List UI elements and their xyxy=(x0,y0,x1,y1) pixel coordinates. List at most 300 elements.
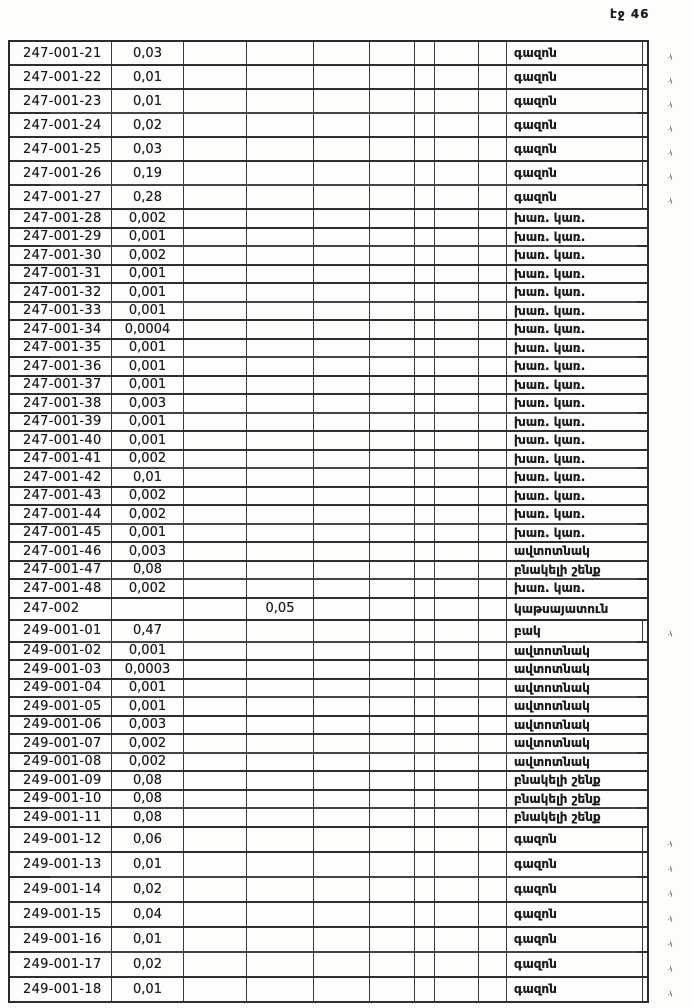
empty-cell xyxy=(370,451,415,468)
empty-cell xyxy=(415,828,435,851)
table-row xyxy=(10,66,673,90)
empty-cell xyxy=(415,580,435,597)
empty-cell xyxy=(435,266,479,283)
empty-cell xyxy=(435,878,479,901)
parcel-id-cell: 247-001-39 xyxy=(10,414,112,431)
empty-cell xyxy=(435,506,479,523)
empty-cell xyxy=(184,661,247,678)
area-value-cell: 0,003 xyxy=(112,543,184,560)
empty-cell xyxy=(370,978,415,1001)
empty-cell xyxy=(479,735,507,752)
area-value-cell: 0,001 xyxy=(112,358,184,375)
area-value-cell: 0,04 xyxy=(112,903,184,926)
table-row xyxy=(10,469,647,488)
empty-cell xyxy=(435,432,479,449)
area2-value-cell xyxy=(247,828,314,851)
area2-value-cell xyxy=(247,717,314,734)
empty-cell xyxy=(415,414,435,431)
empty-cell xyxy=(435,488,479,505)
empty-cell xyxy=(184,414,247,431)
empty-cell xyxy=(435,247,479,264)
area-value-cell: 0,0004 xyxy=(112,321,184,338)
empty-cell xyxy=(184,247,247,264)
empty-cell xyxy=(415,978,435,1001)
area2-value-cell xyxy=(247,928,314,951)
table-row xyxy=(10,229,647,248)
table-row xyxy=(10,643,647,662)
empty-cell xyxy=(435,90,479,112)
empty-cell xyxy=(415,42,435,64)
parcel-id-cell: 249-001-03 xyxy=(10,661,112,678)
empty-cell xyxy=(184,506,247,523)
margin-mark: .ֈ xyxy=(666,50,673,61)
empty-cell xyxy=(479,395,507,412)
margin-mark: .ֈ xyxy=(666,862,673,872)
empty-cell xyxy=(184,621,247,641)
table-row xyxy=(10,717,647,736)
parcel-id-cell: 247-001-28 xyxy=(10,210,112,227)
land-type-cell: խառ. կառ. xyxy=(514,211,586,226)
empty-cell xyxy=(479,247,507,264)
empty-cell xyxy=(479,488,507,505)
table-row xyxy=(10,772,647,791)
land-type-cell: ավտոտնակ xyxy=(514,736,590,751)
table-row xyxy=(10,414,647,433)
area-value-cell: 0,001 xyxy=(112,340,184,357)
empty-cell xyxy=(184,210,247,227)
empty-cell xyxy=(370,680,415,697)
land-type-cell: խառ. կառ. xyxy=(514,507,586,522)
area2-value-cell xyxy=(247,414,314,431)
empty-cell xyxy=(370,953,415,976)
area2-value-cell xyxy=(247,953,314,976)
table-row xyxy=(10,114,673,138)
empty-cell xyxy=(314,828,370,851)
empty-cell xyxy=(314,395,370,412)
table-row xyxy=(10,791,647,810)
empty-cell xyxy=(435,791,479,808)
parcel-id-cell: 247-001-37 xyxy=(10,377,112,394)
empty-cell xyxy=(435,599,479,619)
table-row xyxy=(10,321,647,340)
empty-cell xyxy=(435,698,479,715)
empty-cell xyxy=(370,754,415,771)
empty-cell xyxy=(314,643,370,660)
empty-cell xyxy=(314,114,370,136)
parcel-id-cell: 249-001-16 xyxy=(10,928,112,951)
empty-cell xyxy=(479,340,507,357)
area-value-cell: 0,001 xyxy=(112,525,184,542)
table-row xyxy=(10,266,647,285)
empty-cell xyxy=(314,266,370,283)
empty-cell xyxy=(415,321,435,338)
land-type-cell: բնակելի շենք xyxy=(514,791,601,806)
area2-value-cell xyxy=(247,377,314,394)
area2-value-cell xyxy=(247,247,314,264)
empty-cell xyxy=(479,414,507,431)
empty-cell xyxy=(415,661,435,678)
area-value-cell: 0,003 xyxy=(112,395,184,412)
land-type-cell: ավտոտնակ xyxy=(514,754,590,769)
table-row xyxy=(10,488,647,507)
empty-cell xyxy=(370,791,415,808)
empty-cell xyxy=(435,853,479,876)
empty-cell xyxy=(184,162,247,184)
parcel-id-cell: 247-001-40 xyxy=(10,432,112,449)
parcel-id-cell: 247-001-34 xyxy=(10,321,112,338)
parcel-id-cell: 247-001-38 xyxy=(10,395,112,412)
empty-cell xyxy=(314,543,370,560)
table-row xyxy=(10,162,673,186)
empty-cell xyxy=(314,717,370,734)
parcel-id-cell: 249-001-17 xyxy=(10,953,112,976)
empty-cell xyxy=(314,162,370,184)
empty-cell xyxy=(370,303,415,320)
empty-cell xyxy=(314,340,370,357)
land-type-cell: խառ. կառ. xyxy=(514,414,586,429)
area-value-cell: 0,001 xyxy=(112,284,184,301)
empty-cell xyxy=(415,432,435,449)
parcel-id-cell: 249-001-06 xyxy=(10,717,112,734)
empty-cell xyxy=(370,340,415,357)
land-type-cell: բակ xyxy=(507,621,643,641)
empty-cell xyxy=(479,114,507,136)
empty-cell xyxy=(479,621,507,641)
empty-cell xyxy=(184,853,247,876)
table-row xyxy=(10,698,647,717)
area-value-cell: 0,19 xyxy=(112,162,184,184)
empty-cell xyxy=(370,247,415,264)
land-type-cell: խառ. կառ. xyxy=(514,377,586,392)
empty-cell xyxy=(435,978,479,1001)
empty-cell xyxy=(184,138,247,160)
area-value-cell: 0,01 xyxy=(112,66,184,88)
land-type-cell: խառ. կառ. xyxy=(514,359,586,374)
empty-cell xyxy=(370,138,415,160)
empty-cell xyxy=(435,414,479,431)
margin-mark: .ֈ xyxy=(666,146,673,157)
area2-value-cell xyxy=(247,303,314,320)
empty-cell xyxy=(370,643,415,660)
empty-cell xyxy=(370,717,415,734)
land-type-cell: գազոն xyxy=(507,186,643,208)
empty-cell xyxy=(184,928,247,951)
empty-cell xyxy=(184,266,247,283)
empty-cell xyxy=(314,661,370,678)
empty-cell xyxy=(415,90,435,112)
land-type-cell: գազոն xyxy=(507,878,643,901)
table-row xyxy=(10,754,647,773)
empty-cell xyxy=(314,210,370,227)
parcel-id-cell: 247-001-45 xyxy=(10,525,112,542)
empty-cell xyxy=(415,698,435,715)
land-type-cell: գազոն xyxy=(507,42,643,64)
land-type-cell: գազոն xyxy=(507,114,643,136)
empty-cell xyxy=(479,698,507,715)
area2-value-cell xyxy=(247,506,314,523)
land-type-cell: կաթսայատուն xyxy=(514,601,609,616)
area2-value-cell xyxy=(247,772,314,789)
empty-cell xyxy=(479,377,507,394)
empty-cell xyxy=(370,525,415,542)
empty-cell xyxy=(435,735,479,752)
land-type-cell: ավտոտնակ xyxy=(514,662,590,677)
parcel-id-cell: 247-001-41 xyxy=(10,451,112,468)
empty-cell xyxy=(435,525,479,542)
empty-cell xyxy=(435,643,479,660)
land-type-cell: խառ. կառ. xyxy=(514,433,586,448)
empty-cell xyxy=(314,754,370,771)
empty-cell xyxy=(435,66,479,88)
empty-cell xyxy=(415,358,435,375)
area2-value-cell xyxy=(247,114,314,136)
margin-mark: .ֈ xyxy=(666,98,673,109)
area-value-cell: 0,001 xyxy=(112,266,184,283)
empty-cell xyxy=(479,717,507,734)
area-value-cell: 0,001 xyxy=(112,229,184,246)
area-value-cell: 0,08 xyxy=(112,562,184,579)
empty-cell xyxy=(370,735,415,752)
empty-cell xyxy=(415,340,435,357)
parcel-id-cell: 247-001-23 xyxy=(10,90,112,112)
empty-cell xyxy=(479,903,507,926)
empty-cell xyxy=(415,543,435,560)
parcel-id-cell: 249-001-08 xyxy=(10,754,112,771)
table-row xyxy=(10,828,673,853)
empty-cell xyxy=(184,469,247,486)
area2-value-cell xyxy=(247,266,314,283)
area-value-cell: 0,001 xyxy=(112,377,184,394)
empty-cell xyxy=(435,809,479,826)
land-type-cell: խառ. կառ. xyxy=(514,451,586,466)
empty-cell xyxy=(479,643,507,660)
empty-cell xyxy=(435,162,479,184)
empty-cell xyxy=(370,928,415,951)
empty-cell xyxy=(314,377,370,394)
land-type-cell: գազոն xyxy=(507,928,643,951)
empty-cell xyxy=(415,266,435,283)
empty-cell xyxy=(314,772,370,789)
empty-cell xyxy=(435,621,479,641)
empty-cell xyxy=(435,395,479,412)
area-value-cell: 0,001 xyxy=(112,680,184,697)
parcel-id-cell: 249-001-18 xyxy=(10,978,112,1001)
area-value-cell: 0,002 xyxy=(112,488,184,505)
land-type-cell: խառ. կառ. xyxy=(514,488,586,503)
empty-cell xyxy=(415,754,435,771)
table-row xyxy=(10,186,673,210)
area2-value-cell xyxy=(247,229,314,246)
empty-cell xyxy=(370,828,415,851)
parcel-id-cell: 247-001-26 xyxy=(10,162,112,184)
empty-cell xyxy=(370,506,415,523)
land-type-cell: ավտոտնակ xyxy=(514,544,590,559)
empty-cell xyxy=(370,66,415,88)
empty-cell xyxy=(370,599,415,619)
empty-cell xyxy=(314,698,370,715)
area-value-cell: 0,002 xyxy=(112,247,184,264)
empty-cell xyxy=(415,114,435,136)
area2-value-cell xyxy=(247,162,314,184)
empty-cell xyxy=(479,543,507,560)
empty-cell xyxy=(184,978,247,1001)
empty-cell xyxy=(435,377,479,394)
empty-cell xyxy=(370,580,415,597)
area2-value-cell xyxy=(247,284,314,301)
empty-cell xyxy=(415,809,435,826)
parcel-id-cell: 247-001-27 xyxy=(10,186,112,208)
empty-cell xyxy=(479,853,507,876)
area2-value-cell xyxy=(247,978,314,1001)
table-row xyxy=(10,809,647,828)
table-row xyxy=(10,735,647,754)
empty-cell xyxy=(415,506,435,523)
empty-cell xyxy=(479,791,507,808)
table-row xyxy=(10,377,647,396)
empty-cell xyxy=(479,66,507,88)
empty-cell xyxy=(314,506,370,523)
empty-cell xyxy=(314,284,370,301)
parcel-id-cell: 249-001-13 xyxy=(10,853,112,876)
table-row xyxy=(10,358,647,377)
empty-cell xyxy=(184,303,247,320)
empty-cell xyxy=(184,525,247,542)
table-row xyxy=(10,138,673,162)
empty-cell xyxy=(370,114,415,136)
table-row xyxy=(10,340,647,359)
empty-cell xyxy=(184,809,247,826)
area-value-cell: 0,01 xyxy=(112,90,184,112)
area2-value-cell xyxy=(247,186,314,208)
empty-cell xyxy=(435,469,479,486)
table-row xyxy=(10,303,647,322)
empty-cell xyxy=(370,414,415,431)
empty-cell xyxy=(184,599,247,619)
area2-value-cell xyxy=(247,90,314,112)
parcel-id-cell: 247-001-43 xyxy=(10,488,112,505)
empty-cell xyxy=(479,432,507,449)
empty-cell xyxy=(314,432,370,449)
table-row xyxy=(10,506,647,525)
empty-cell xyxy=(184,643,247,660)
area-value-cell: 0,001 xyxy=(112,432,184,449)
empty-cell xyxy=(184,377,247,394)
empty-cell xyxy=(184,754,247,771)
empty-cell xyxy=(415,247,435,264)
table-row xyxy=(10,284,647,303)
empty-cell xyxy=(370,395,415,412)
empty-cell xyxy=(479,303,507,320)
area2-value-cell xyxy=(247,621,314,641)
empty-cell xyxy=(479,451,507,468)
table-row xyxy=(10,853,673,878)
area2-value-cell xyxy=(247,754,314,771)
table-row xyxy=(10,661,647,680)
empty-cell xyxy=(415,229,435,246)
empty-cell xyxy=(435,661,479,678)
empty-cell xyxy=(415,772,435,789)
empty-cell xyxy=(479,284,507,301)
empty-cell xyxy=(370,809,415,826)
land-type-cell: գազոն xyxy=(507,162,643,184)
empty-cell xyxy=(370,210,415,227)
empty-cell xyxy=(370,698,415,715)
land-type-cell: գազոն xyxy=(507,978,643,1001)
empty-cell xyxy=(479,772,507,789)
area2-value-cell xyxy=(247,698,314,715)
land-type-cell: գազոն xyxy=(507,953,643,976)
parcel-id-cell: 247-001-30 xyxy=(10,247,112,264)
land-type-cell: խառ. կառ. xyxy=(514,525,586,540)
table-row xyxy=(10,562,647,581)
land-type-cell: գազոն xyxy=(507,828,643,851)
area2-value-cell xyxy=(247,903,314,926)
land-type-cell: գազոն xyxy=(507,903,643,926)
empty-cell xyxy=(370,878,415,901)
empty-cell xyxy=(415,451,435,468)
area2-value-cell: 0,05 xyxy=(247,599,314,619)
empty-cell xyxy=(479,599,507,619)
table-row xyxy=(10,928,673,953)
empty-cell xyxy=(479,358,507,375)
area2-value-cell xyxy=(247,791,314,808)
empty-cell xyxy=(314,853,370,876)
empty-cell xyxy=(415,853,435,876)
empty-cell xyxy=(184,432,247,449)
table-row xyxy=(10,42,673,66)
empty-cell xyxy=(415,186,435,208)
land-type-cell: ավտոտնակ xyxy=(514,680,590,695)
empty-cell xyxy=(314,791,370,808)
empty-cell xyxy=(479,580,507,597)
empty-cell xyxy=(435,772,479,789)
empty-cell xyxy=(435,953,479,976)
empty-cell xyxy=(370,661,415,678)
empty-cell xyxy=(415,680,435,697)
parcel-id-cell: 249-001-10 xyxy=(10,791,112,808)
empty-cell xyxy=(435,340,479,357)
empty-cell xyxy=(479,828,507,851)
parcel-id-cell: 247-001-42 xyxy=(10,469,112,486)
empty-cell xyxy=(184,903,247,926)
empty-cell xyxy=(435,717,479,734)
empty-cell xyxy=(479,978,507,1001)
empty-cell xyxy=(479,562,507,579)
area2-value-cell xyxy=(247,432,314,449)
parcel-id-cell: 247-001-48 xyxy=(10,580,112,597)
empty-cell xyxy=(314,735,370,752)
area-value-cell: 0,01 xyxy=(112,978,184,1001)
land-type-cell: խառ. կառ. xyxy=(514,285,586,300)
area2-value-cell xyxy=(247,321,314,338)
empty-cell xyxy=(184,42,247,64)
parcel-id-cell: 249-001-11 xyxy=(10,809,112,826)
empty-cell xyxy=(479,809,507,826)
empty-cell xyxy=(314,42,370,64)
empty-cell xyxy=(479,42,507,64)
empty-cell xyxy=(479,525,507,542)
empty-cell xyxy=(415,469,435,486)
area-value-cell: 0,02 xyxy=(112,953,184,976)
empty-cell xyxy=(370,432,415,449)
empty-cell xyxy=(314,303,370,320)
area-value-cell: 0,01 xyxy=(112,469,184,486)
empty-cell xyxy=(314,138,370,160)
margin-mark: .ֈ xyxy=(666,962,673,972)
empty-cell xyxy=(314,186,370,208)
empty-cell xyxy=(435,138,479,160)
empty-cell xyxy=(435,903,479,926)
